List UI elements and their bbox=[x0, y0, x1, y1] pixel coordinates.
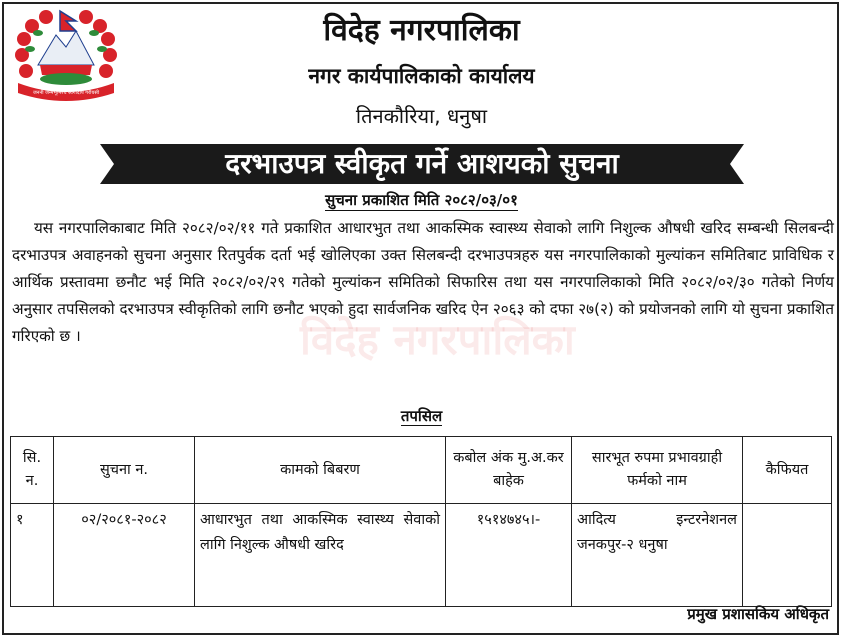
header-remarks: कैफियत bbox=[743, 437, 832, 504]
header-firm: सारभूत रुपमा प्रभावग्राही फर्मको नाम bbox=[572, 437, 743, 504]
header-sn: सि. न. bbox=[11, 437, 54, 504]
details-table bbox=[10, 436, 832, 607]
signatory-title: प्रमुख प्रशासकिय अधिकृत bbox=[687, 605, 829, 623]
office-address: तिनकौरिया, धनुषा bbox=[355, 104, 488, 128]
notice-title: दरभाउपत्र स्वीकृत गर्ने आशयको सुचना bbox=[225, 147, 619, 180]
table-heading bbox=[0, 406, 843, 426]
notice-body: यस नगरपालिकाबाट मिति २०८२/०२/११ गते प्रकाशित आधारभुत तथा आकस्मिक स्वास्थ्य सेवाको लागि निशुल्क औषधी खरिद सम्बन्धी सिलबन्दी दरभाउपत्र अवाहनको सुचना अनुसार रितपुर्वक दर्ता भई खोलिएका उक्त सिलबन्दी दरभाउपत्रहरु यस नगरपालिकाको मुल्यांकन समितिबाट प्राविधिक र आर्थिक प्रस्तावमा छनौट भई मिति २०८२/०२/२९ गतेको मुल्यांकन समितिको सिफारिस तथा यस नगरपालिकाको मिति २०८२/०२/३० गतेको निर्णय अनुसार तपसिलको दरभाउपत्र स्वीकृतिको लागि छनौट भएको हुदा सार्वजनिक खरिद ऐन २०६३ को दफा २७(२) को प्रयोजनको लागि यो सुचना प्रकाशित गरिएको छ । bbox=[12, 219, 834, 345]
emblem-motto: जननी जन्मभूमिश्च स्वर्गादपि गरीयसी bbox=[32, 90, 100, 96]
office-name: नगर कार्यपालिकाको कार्यालय bbox=[308, 64, 535, 88]
cell-firm: आदित्य इन्टरनेशनल जनकपुर-२ धनुषा bbox=[572, 504, 743, 607]
cell-amount: १५१४७४५।- bbox=[446, 504, 572, 607]
header-description: कामको बिबरण bbox=[195, 437, 446, 504]
table-row bbox=[11, 504, 832, 607]
table-header-row bbox=[11, 437, 832, 504]
municipality-name: विदेह नगरपालिका bbox=[323, 13, 520, 48]
published-date bbox=[0, 190, 843, 210]
watermark: विदेह नगरपालिका bbox=[300, 315, 575, 364]
published-date-text: सुचना प्रकाशित मिति २०८२/०३/०१ bbox=[325, 191, 518, 209]
cell-description: आधारभुत तथा आकस्मिक स्वास्थ्य सेवाको लागि निशुल्क औषधी खरिद bbox=[195, 504, 446, 607]
cell-sn: १ bbox=[11, 504, 54, 607]
header-amount: कबोल अंक मु.अ.कर बाहेक bbox=[446, 437, 572, 504]
table-heading-text: तपसिल bbox=[400, 407, 443, 425]
cell-remarks bbox=[743, 504, 832, 607]
cell-notice-no: ०२/२०८१-२०८२ bbox=[54, 504, 195, 607]
header-notice-no: सुचना न. bbox=[54, 437, 195, 504]
